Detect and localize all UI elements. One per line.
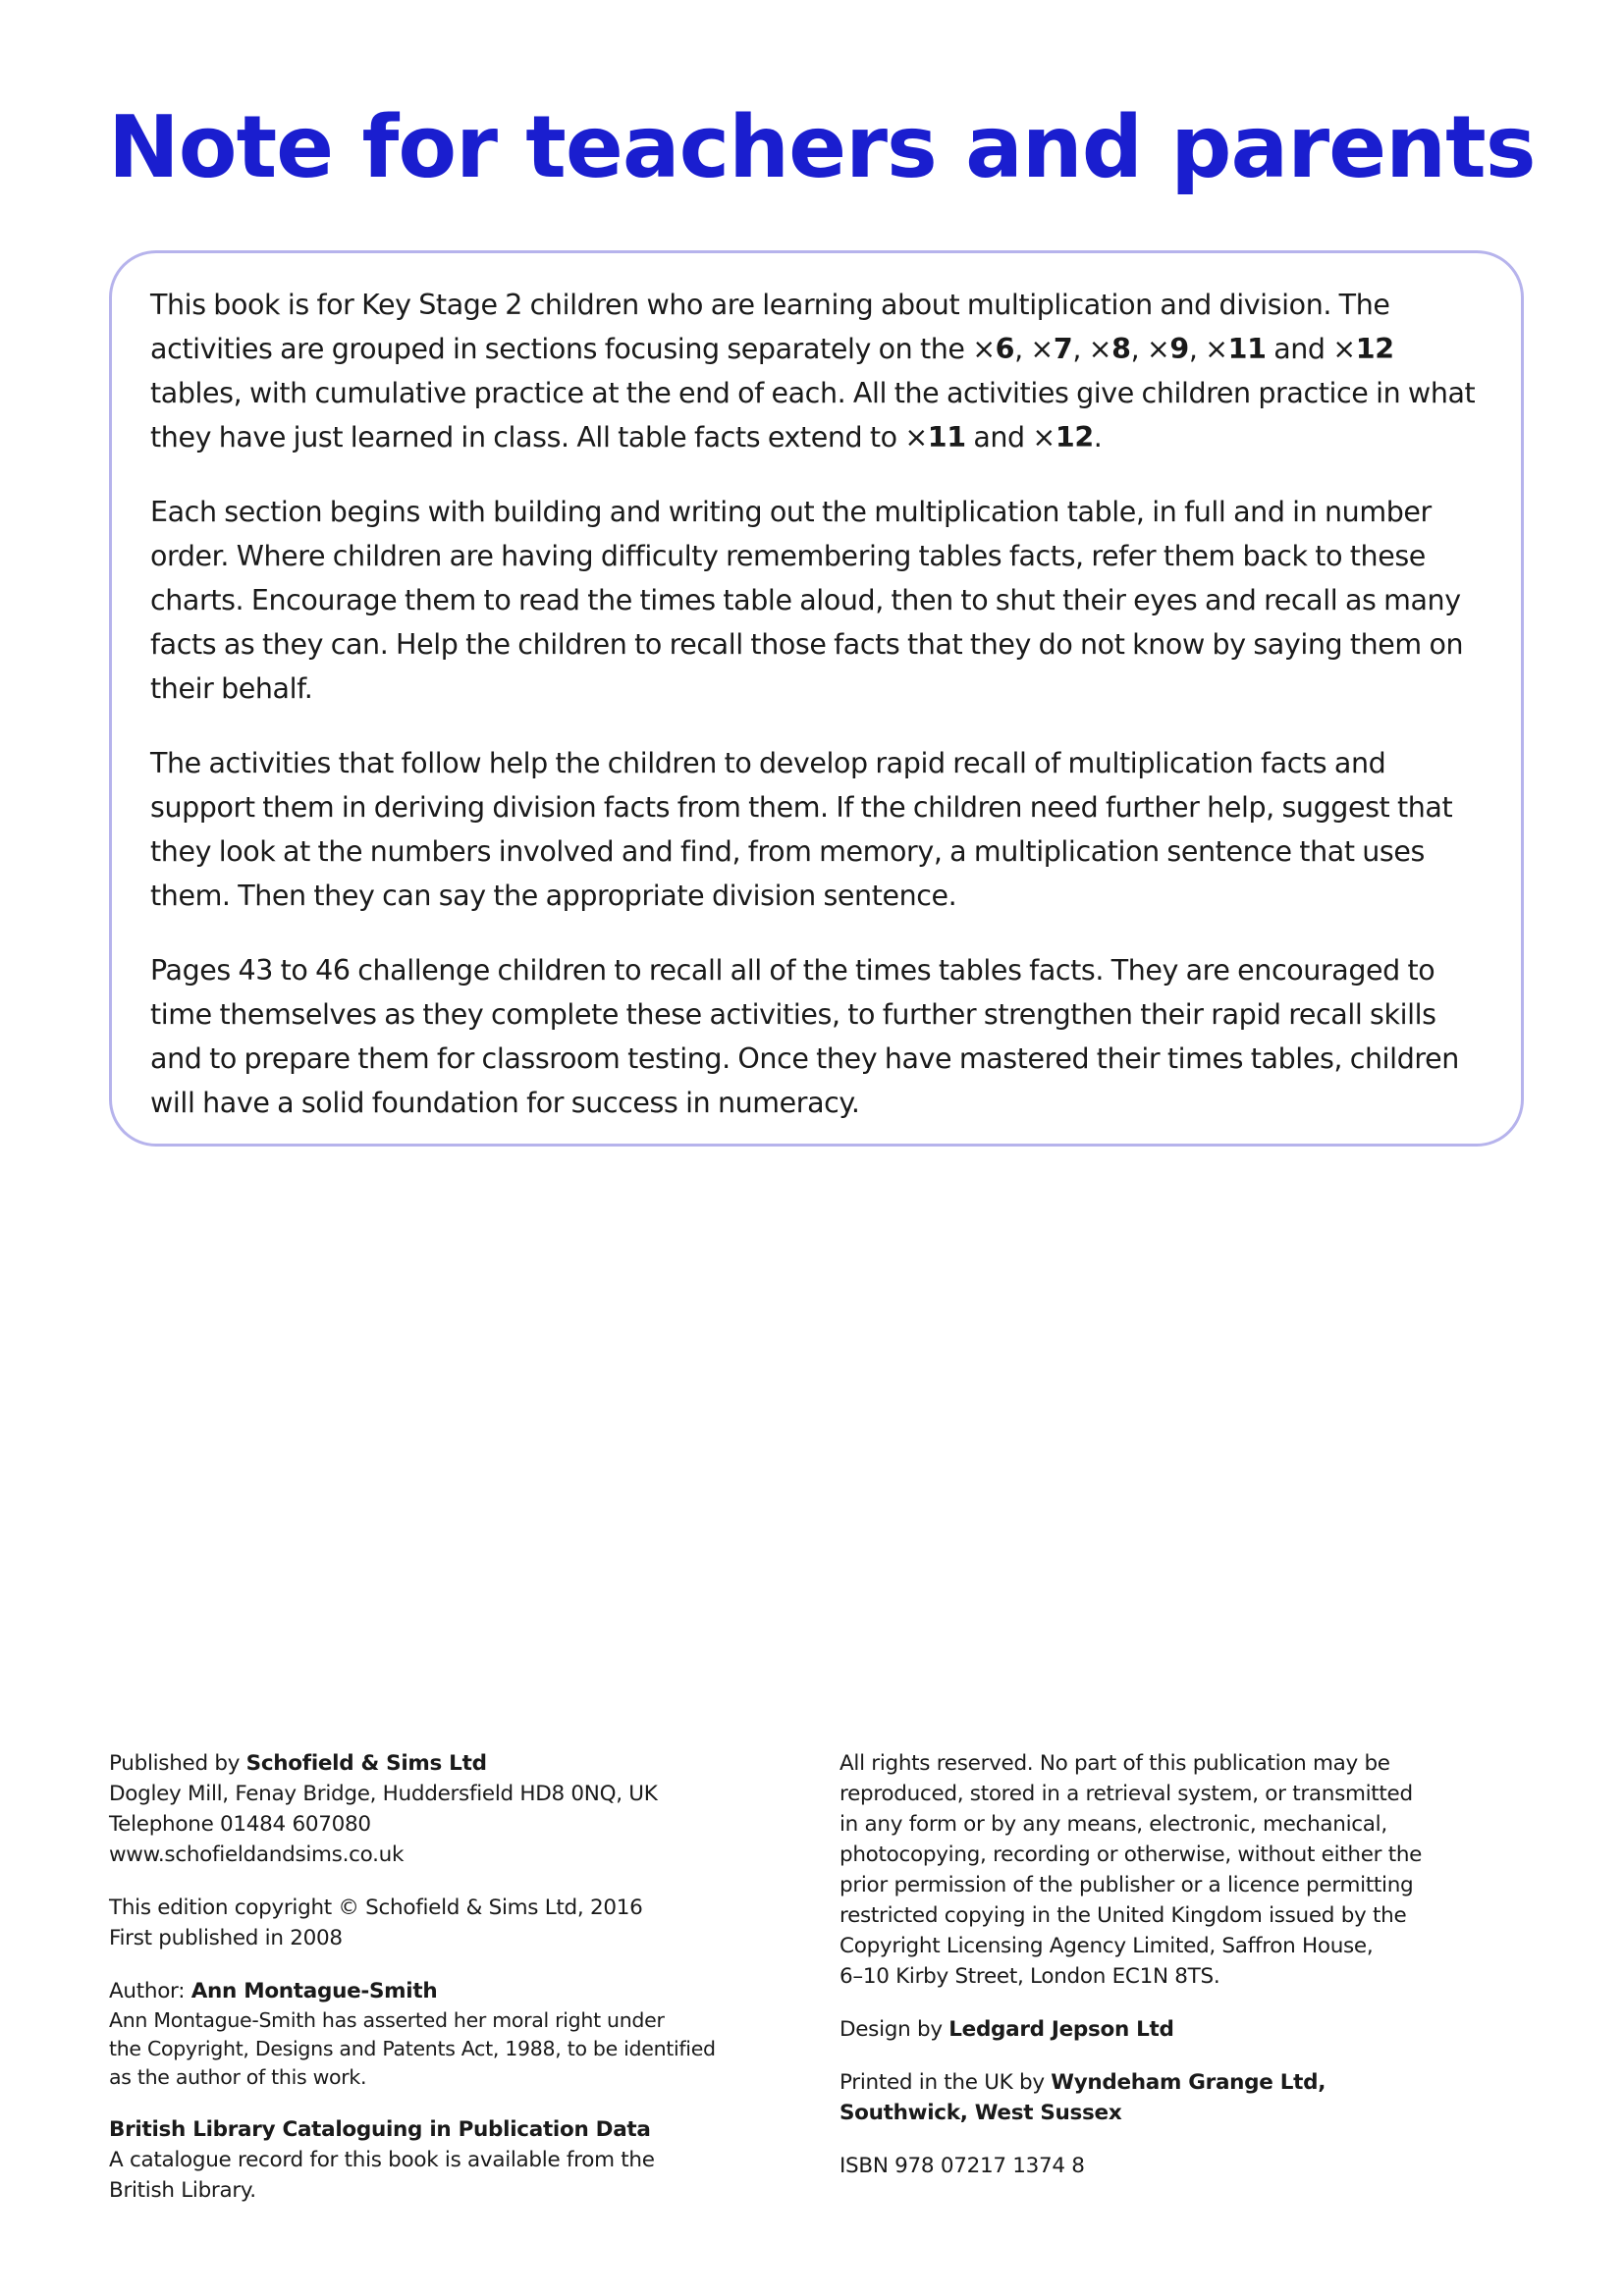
publisher-telephone: Telephone 01484 607080 xyxy=(109,1812,371,1837)
page-title: Note for teachers and parents xyxy=(108,97,1536,197)
note-paragraph-3: The activities that follow help the children to develop rapid recall of multiplication facts and support them in deriving division facts from them. If the children need further help, suggest that they look at the numbers involved and find, from memory, a multiplication sentence that uses them. Then they can say the appropriate division sentence. xyxy=(150,747,1453,912)
note-paragraph-2: Each section begins with building and writing out the multiplication table, in full and in number order. Where children are having difficulty remembering tables facts, refer them back to these charts. Encourage them to read the times table aloud, then to shut their eyes and recall as many facts as they can. Help the children to recall those facts that they do not know by saying them on their behalf. xyxy=(150,496,1464,705)
rights-line: Copyright Licensing Agency Limited, Saffron House, xyxy=(839,1934,1374,1958)
author-rights-line: the Copyright, Designs and Patents Act, 1988, to be identified xyxy=(109,2037,716,2060)
rights-block xyxy=(839,1748,1527,1992)
design-line: Design by Ledgard Jepson Ltd xyxy=(839,2017,1174,2042)
design-company: Ledgard Jepson Ltd xyxy=(948,2017,1174,2042)
edition-copyright: This edition copyright © Schofield & Sims Ltd, 2016 xyxy=(109,1896,643,1920)
author-rights-line: Ann Montague-Smith has asserted her moral right under xyxy=(109,2008,665,2032)
publisher-name: Schofield & Sims Ltd xyxy=(245,1751,487,1776)
colophon-right-column xyxy=(839,1748,1527,2204)
edition-block xyxy=(109,1893,786,1953)
printer-line: Printed in the UK by Wyndeham Grange Ltd, xyxy=(839,2070,1326,2095)
isbn: ISBN 978 07217 1374 8 xyxy=(839,2154,1085,2178)
publisher-block xyxy=(109,1748,786,1870)
note-box xyxy=(109,250,1524,1147)
note-paragraph-4: Pages 43 to 46 challenge children to recall all of the times tables facts. They are encouraged to time themselves as they complete these activities, to further strengthen their rapid recall skills and to prepare them for classroom testing. Once they have mastered their times tables, children will have a solid foundation for success in numeracy. xyxy=(150,954,1459,1119)
rights-line: 6–10 Kirby Street, London EC1N 8TS. xyxy=(839,1964,1220,1989)
printer-block xyxy=(839,2067,1527,2128)
first-published: First published in 2008 xyxy=(109,1926,343,1950)
printer-name: Wyndeham Grange Ltd, xyxy=(1051,2070,1326,2095)
note-paragraph-1: This book is for Key Stage 2 children who are learning about multiplication and division. The activities are grouped in sections focusing separately on the ×6, ×7, ×8, ×9, ×11 and ×12 tables, with cumulative practice at the end of each. All the activities give children practice in what they have just learned in class. All table facts extend to ×11 and ×12. xyxy=(150,289,1476,454)
rights-line: photocopying, recording or otherwise, without either the xyxy=(839,1842,1423,1867)
author-rights-line: as the author of this work. xyxy=(109,2065,367,2089)
cataloguing-heading: British Library Cataloguing in Publication Data xyxy=(109,2117,651,2142)
rights-line: restricted copying in the United Kingdom issued by the xyxy=(839,1903,1407,1928)
design-block xyxy=(839,2014,1527,2045)
author-block xyxy=(109,1976,786,2092)
rights-line: reproduced, stored in a retrieval system, or transmitted xyxy=(839,1782,1413,1806)
rights-line: All rights reserved. No part of this publication may be xyxy=(839,1751,1390,1776)
rights-line: prior permission of the publisher or a licence permitting xyxy=(839,1873,1414,1897)
isbn-block xyxy=(839,2151,1527,2181)
author-name: Ann Montague-Smith xyxy=(190,1979,438,2003)
publisher-address: Dogley Mill, Fenay Bridge, Huddersfield HD8 0NQ, UK xyxy=(109,1782,658,1806)
cataloguing-block xyxy=(109,2114,786,2206)
cataloguing-text: British Library. xyxy=(109,2178,256,2203)
author-line: Author: Ann Montague-Smith xyxy=(109,1979,438,2003)
cataloguing-text: A catalogue record for this book is available from the xyxy=(109,2148,655,2172)
publisher-website: www.schofieldandsims.co.uk xyxy=(109,1842,405,1867)
rights-line: in any form or by any means, electronic, mechanical, xyxy=(839,1812,1387,1837)
publisher-line: Published by Schofield & Sims Ltd xyxy=(109,1751,487,1776)
printer-location: Southwick, West Sussex xyxy=(839,2101,1122,2125)
colophon-left-column xyxy=(109,1748,786,2228)
